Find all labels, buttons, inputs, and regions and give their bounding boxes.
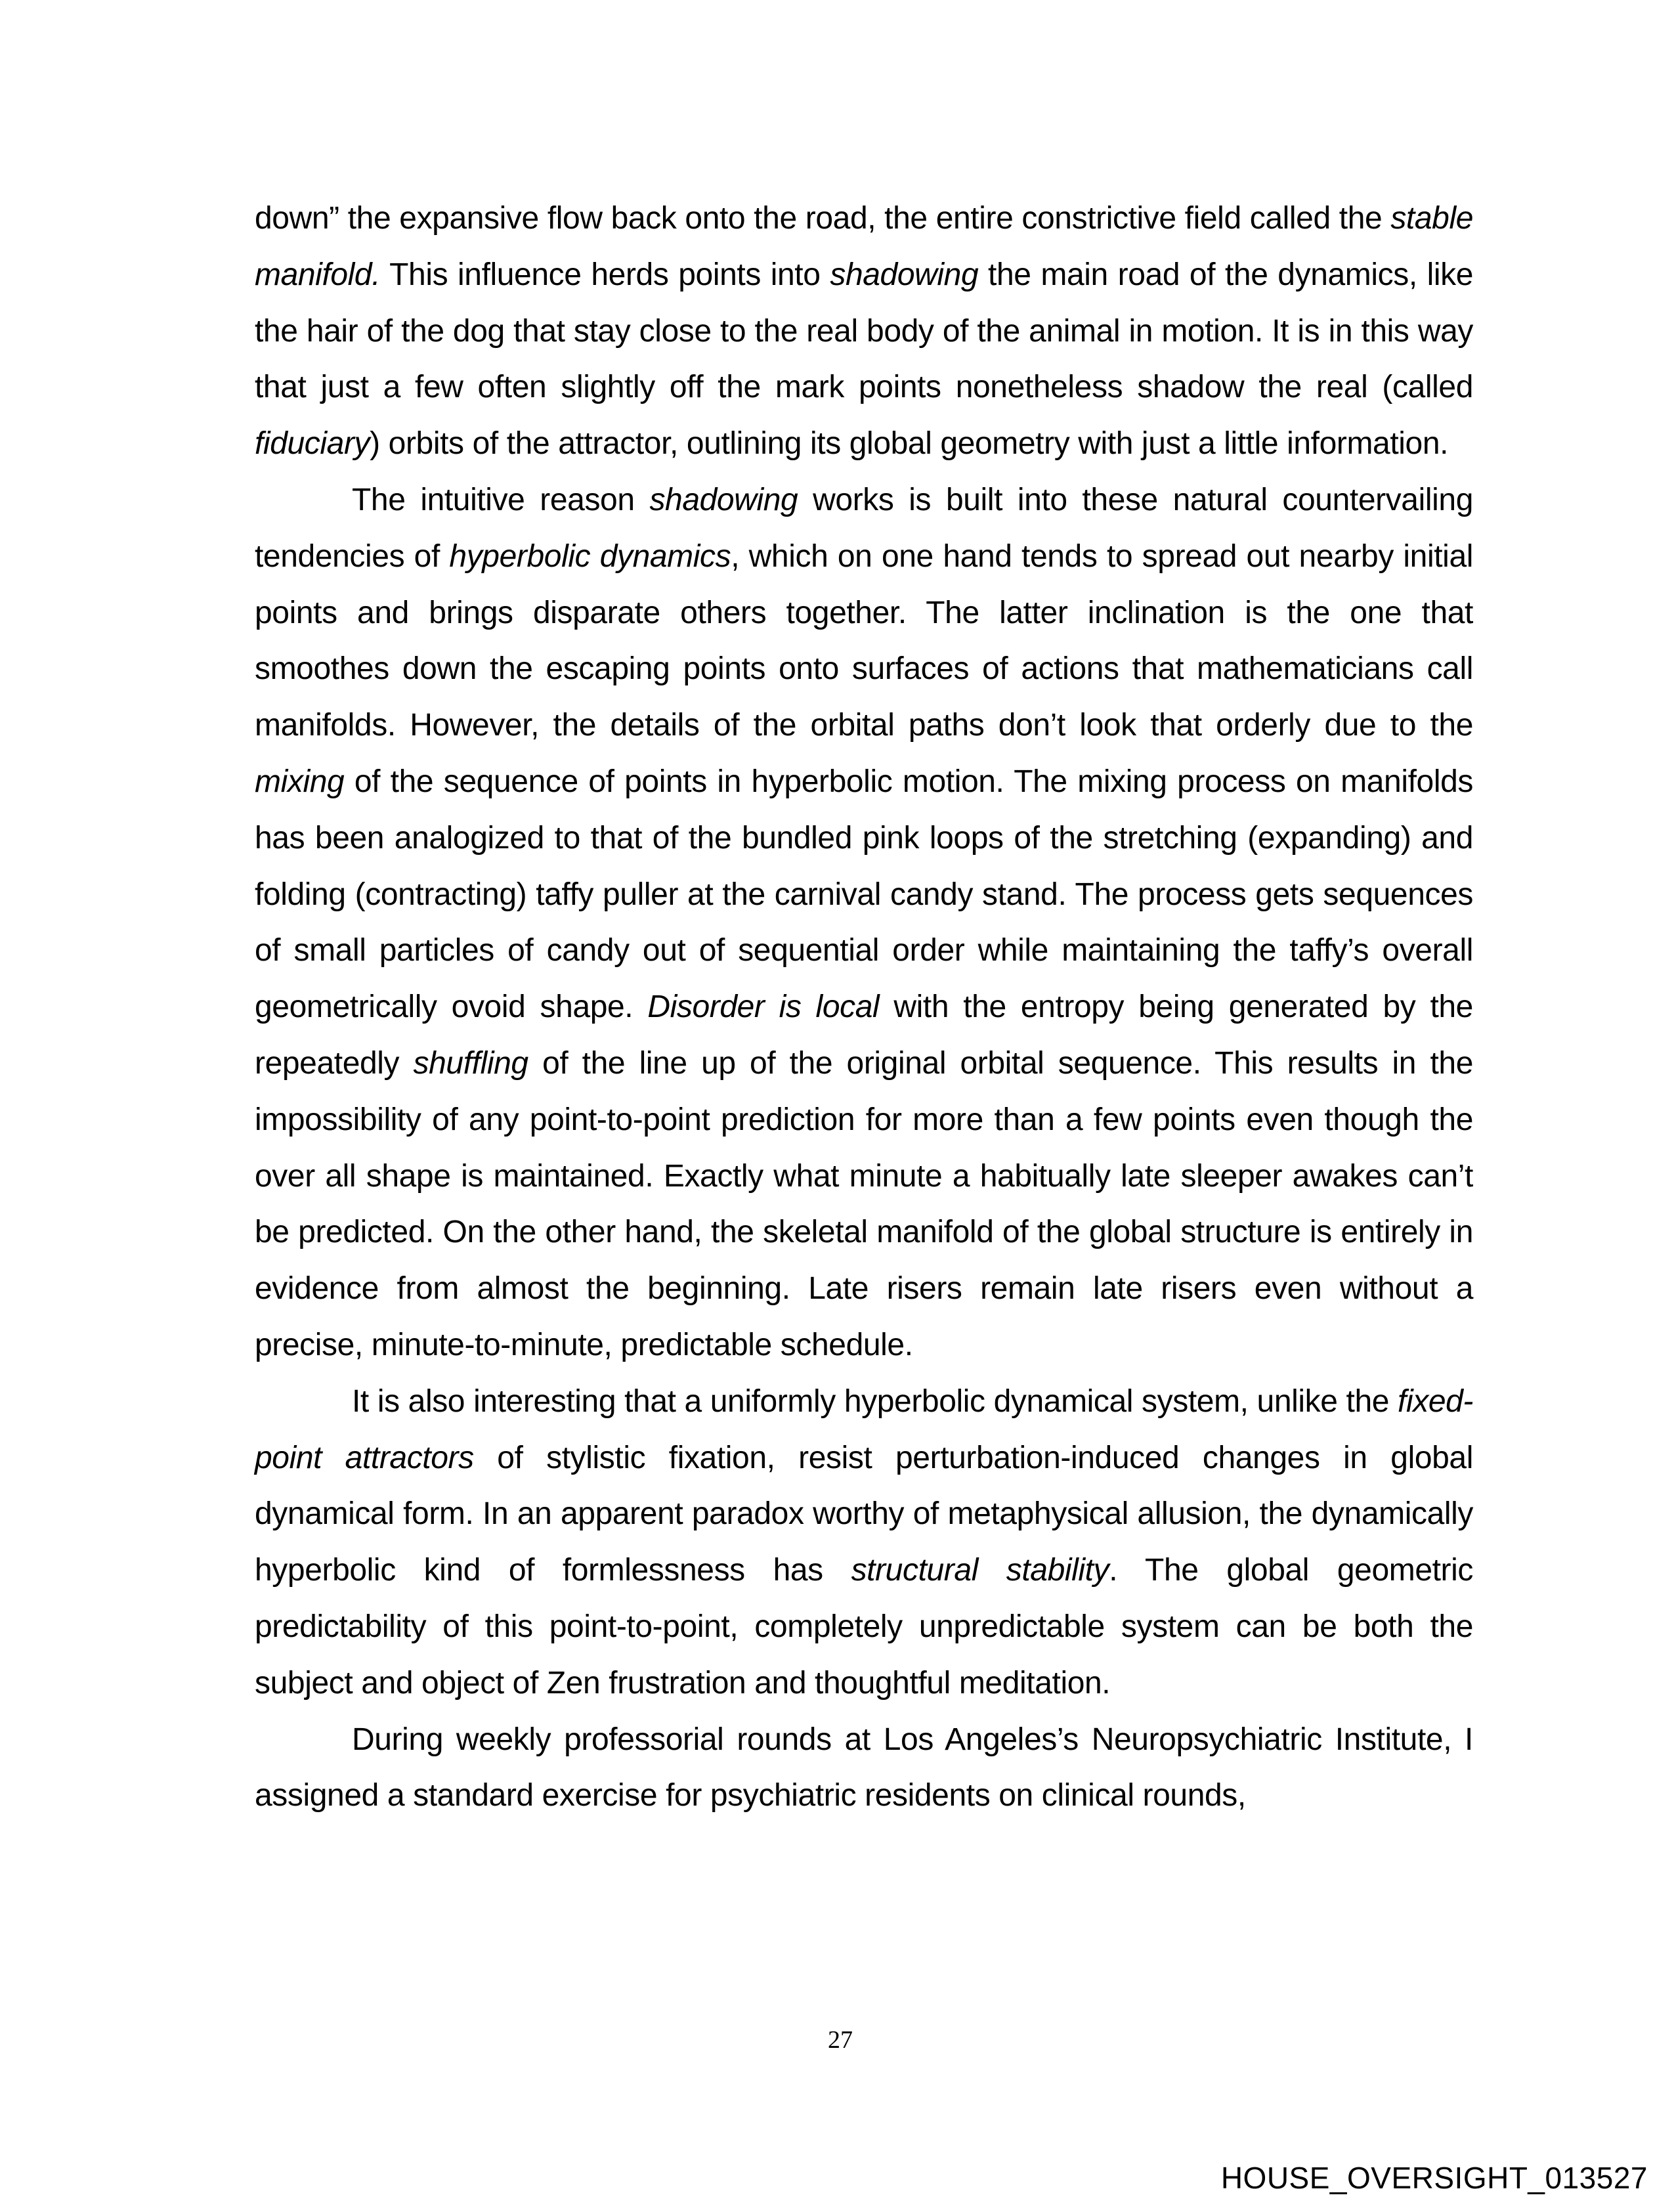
text-run: During weekly professorial rounds at Los Angeles’s Neuropsychiatric Institute, I assigned a standard exercise for psychiatric residents on clinical rounds, (255, 1722, 1473, 1813)
text-run: . The global geometric predictability of this point-to-point, completely unpredictable system can be both the subject and object of Zen frustration and thoughtful meditation. (255, 1553, 1474, 1701)
bates-stamp: HOUSE_OVERSIGHT_013527 (1220, 2161, 1648, 2195)
italic-term: fixed-point attractors (255, 1383, 1473, 1475)
italic-term: shuffling (413, 1045, 528, 1081)
text-run: works is built into these natural countervailing tendencies of (255, 482, 1473, 574)
italic-term: Disorder is local (647, 989, 880, 1025)
text-run: of the line up of the original orbital sequence. This results in the impossibility of any point-to-point prediction for more than a few points even though the over all shape is maintained. Exactly what minute a habitually late sleeper awakes can’t be predicted. On the other hand, the skeletal manifold of the global structure is entirely in evidence from almost the beginning. Late risers remain late risers even without a precise, minute-to-minute, predictable schedule. (255, 1045, 1473, 1362)
italic-term: shadowing (830, 257, 979, 292)
text-run: the main road of the dynamics, like the hair of the dog that stay close to the real body of the animal in motion. It is in this way that just a few often slightly off the mark points nonetheless shadow the real (called (255, 257, 1474, 405)
text-run: with the entropy being generated by the repeatedly (255, 989, 1473, 1081)
page-number: 27 (828, 2026, 853, 2054)
text-run: down” the expansive flow back onto the road, the entire constrictive field called the (255, 201, 1391, 236)
italic-term: fiduciary (255, 426, 370, 462)
text-run: This influence herds points into (380, 257, 830, 292)
paragraph (255, 1712, 1473, 1825)
text-run: , which on one hand tends to spread out nearby initial points and brings disparate others together. The latter inclination is the one that smoothes down the escaping points onto surfaces of actions that mathematicians call manifolds. However, the details of the orbital paths don’t look that orderly due to the (255, 538, 1474, 743)
text-run: ) orbits of the attractor, outlining its global geometry with just a little information. (370, 426, 1449, 462)
paragraph (255, 472, 1473, 1374)
text-run: of the sequence of points in hyperbolic motion. The mixing process on manifolds has been analogized to that of the bundled pink loops of the stretching (expanding) and folding (contracting) taffy puller at the carnival candy stand. The process gets sequences of small particles of candy out of sequential order while maintaining the taffy’s overall geometrically ovoid shape. (255, 764, 1473, 1025)
italic-term: mixing (255, 764, 345, 799)
italic-term: structural stability (851, 1553, 1109, 1588)
text-run: It is also interesting that a uniformly hyperbolic dynamical system, unlike the (352, 1383, 1398, 1419)
italic-term: stable manifold. (255, 201, 1473, 292)
italic-term: shadowing (649, 482, 798, 517)
paragraph (255, 1374, 1473, 1712)
italic-term: hyperbolic dynamics (449, 538, 731, 574)
text-run: The intuitive reason (352, 482, 650, 517)
text-run: of stylistic fixation, resist perturbation-induced changes in global dynamical form. In an apparent paradox worthy of metaphysical allusion, the dynamically hyperbolic kind of formlessness has (255, 1440, 1473, 1588)
body-text (255, 190, 1473, 1824)
paragraph (255, 190, 1473, 472)
